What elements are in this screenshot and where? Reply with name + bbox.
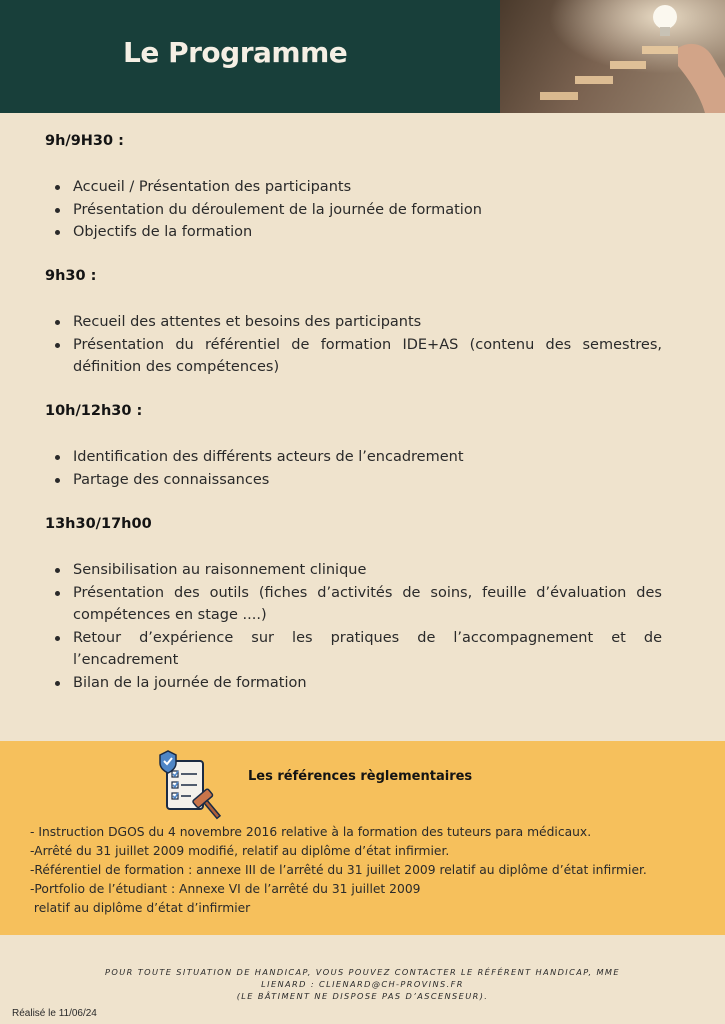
references-list — [30, 823, 710, 918]
list-item: Identification des différents acteurs de l’encadrement — [52, 446, 662, 469]
reference-line: relatif au diplôme d’état d’infirmier — [30, 901, 251, 915]
program-content — [0, 113, 725, 741]
list-item: Bilan de la journée de formation — [52, 672, 662, 695]
notice-line: POUR TOUTE SITUATION DE HANDICAP, VOUS POUVEZ CONTACTER LE RÉFÉRENT HANDICAP, MME — [105, 967, 620, 977]
list-item: Accueil / Présentation des participants — [52, 176, 662, 199]
section-time-3: 13h30/17h00 — [45, 516, 152, 532]
checklist-gavel-icon — [155, 749, 230, 821]
list-item: Partage des connaissances — [52, 469, 662, 492]
notice-line: (LE BÂTIMENT NE DISPOSE PAS D’ASCENSEUR). — [236, 991, 489, 1001]
list-item: Retour d’expérience sur les pratiques de l’accompagnement et de l’encadrement — [52, 627, 662, 672]
reference-line: -Portfolio de l’étudiant : Annexe VI de l’arrêté du 31 juillet 2009 — [30, 882, 421, 896]
references-title: Les références règlementaires — [248, 769, 473, 784]
list-item: Recueil des attentes et besoins des participants — [52, 311, 662, 334]
list-item: Objectifs de la formation — [52, 221, 662, 244]
section-time-2: 10h/12h30 : — [45, 403, 143, 419]
header-photo-stairs-lightbulb — [500, 0, 725, 113]
list-item: Présentation des outils (fiches d’activités de soins, feuille d’évaluation des compétences en stage ....) — [52, 582, 662, 627]
creation-date: Réalisé le 11/06/24 — [12, 1008, 97, 1019]
list-item: Présentation du référentiel de formation IDE+AS (contenu des semestres, définition des compétences) — [52, 334, 662, 379]
section-time-0: 9h/9H30 : — [45, 133, 124, 149]
list-item: Sensibilisation au raisonnement clinique — [52, 559, 662, 582]
section-time-1: 9h30 : — [45, 268, 97, 284]
list-item: Présentation du déroulement de la journée de formation — [52, 199, 662, 222]
reference-line: -Référentiel de formation : annexe III de l’arrêté du 31 juillet 2009 relatif au diplôme d’état infirmier. — [30, 863, 647, 877]
contact-email: LIENARD : CLIENARD@CH-PROVINS.FR — [261, 979, 464, 989]
references-box — [0, 741, 725, 935]
section-list-0 — [52, 176, 662, 244]
header-banner — [0, 0, 725, 113]
reference-line: - Instruction DGOS du 4 novembre 2016 relative à la formation des tuteurs para médicaux. — [30, 825, 592, 839]
section-list-3 — [52, 559, 662, 694]
section-list-1 — [52, 311, 662, 379]
reference-line: -Arrêté du 31 juillet 2009 modifié, relatif au diplôme d’état infirmier. — [30, 844, 450, 858]
page-title: Le Programme — [123, 36, 348, 69]
accessibility-notice — [60, 966, 665, 1002]
section-list-2 — [52, 446, 662, 491]
